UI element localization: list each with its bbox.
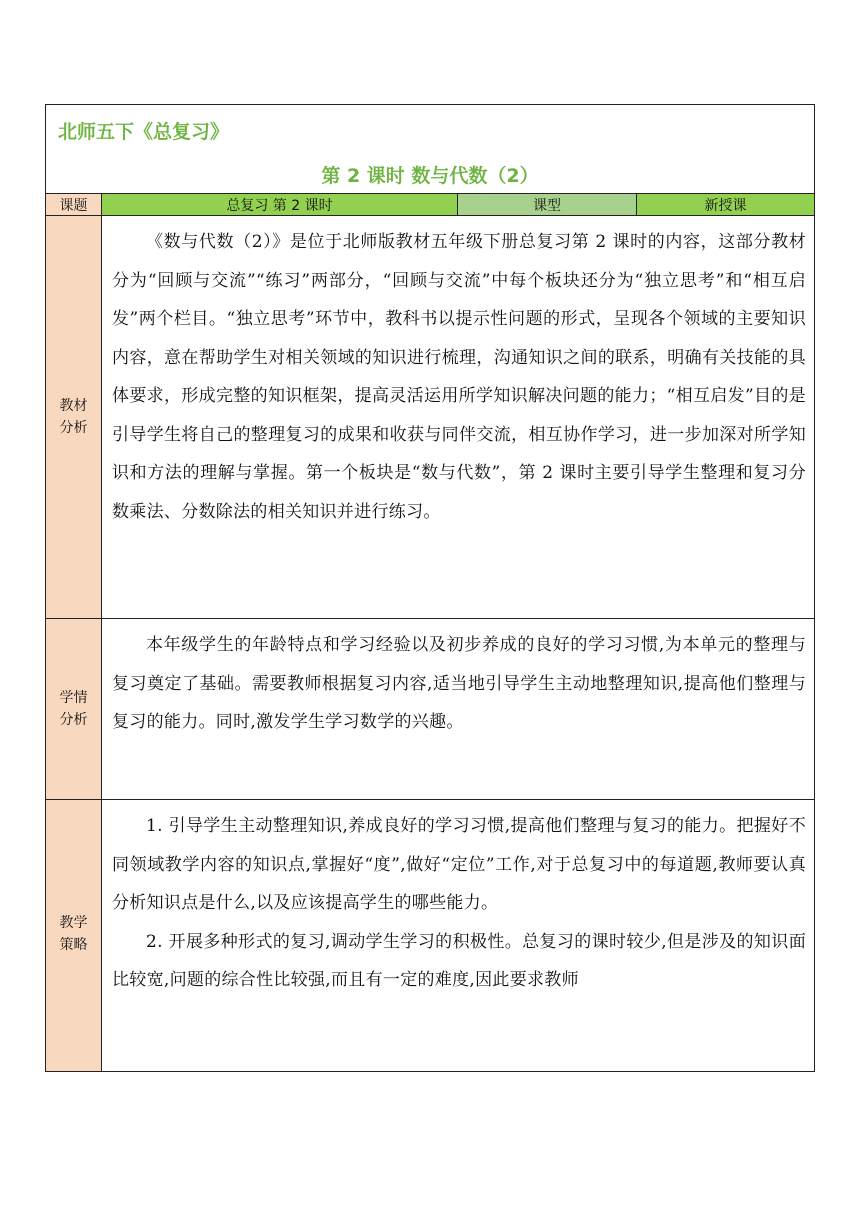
section-label: 教学策略	[46, 800, 102, 1071]
lesson-meta-row	[46, 194, 814, 216]
document-title: 北师五下《总复习》	[58, 121, 230, 143]
paragraph: 2. 开展多种形式的复习,调动学生学习的积极性。总复习的课时较少,但是涉及的知识面比较宽,问题的综合性比较强,而且有一定的难度,因此要求教师	[112, 931, 806, 990]
lesson-subtitle: 第 2 课时 数与代数（2）	[321, 165, 539, 187]
topic-value: 总复习 第 2 课时	[102, 194, 458, 215]
paragraph: 本年级学生的年龄特点和学习经验以及初步养成的良好的学习习惯,为本单元的整理与复习奠定了基础。需要教师根据复习内容,适当地引导学生主动地整理知识,提高他们整理与复习的能力。同时,激发学生学习数学的兴趣。	[112, 635, 806, 732]
section-label: 教材分析	[46, 216, 102, 618]
section-student-analysis	[46, 619, 814, 800]
paragraph: 《数与代数（2）》是位于北师版教材五年级下册总复习第 2 课时的内容，这部分教材分为“回顾与交流”“练习”两部分，“回顾与交流”中每个板块还分为“独立思考”和“相互启发”两个栏目。“独立思考”环节中，教科书以提示性问题的形式，呈现各个领域的主要知识内容，意在帮助学生对相关领域的知识进行梳理，沟通知识之间的联系，明确有关技能的具体要求，形成完整的知识框架，提高灵活运用所学知识解决问题的能力；“相互启发”目的是引导学生将自己的整理复习的成果和收获与同伴交流，相互协作学习，进一步加深对所学知识和方法的理解与掌握。第一个板块是“数与代数”，第 2 课时主要引导学生整理和复习分数乘法、分数除法的相关知识并进行练习。	[112, 232, 806, 522]
section-label: 学情分析	[46, 619, 102, 799]
section-teaching-strategy	[46, 800, 814, 1071]
section-body	[102, 216, 814, 618]
lesson-type-label: 课型	[458, 194, 637, 215]
lesson-type-value: 新授课	[637, 194, 814, 215]
section-body	[102, 619, 814, 799]
section-textbook-analysis	[46, 216, 814, 619]
table-header	[46, 105, 814, 194]
section-body	[102, 800, 814, 1071]
paragraph: 1. 引导学生主动整理知识,养成良好的学习习惯,提高他们整理与复习的能力。把握好不同领域教学内容的知识点,掌握好“度”,做好“定位”工作,对于总复习中的每道题,教师要认真分析知识点是什么,以及应该提高学生的哪些能力。	[112, 816, 806, 913]
lesson-plan-table	[45, 104, 815, 1072]
topic-label: 课题	[46, 194, 102, 215]
